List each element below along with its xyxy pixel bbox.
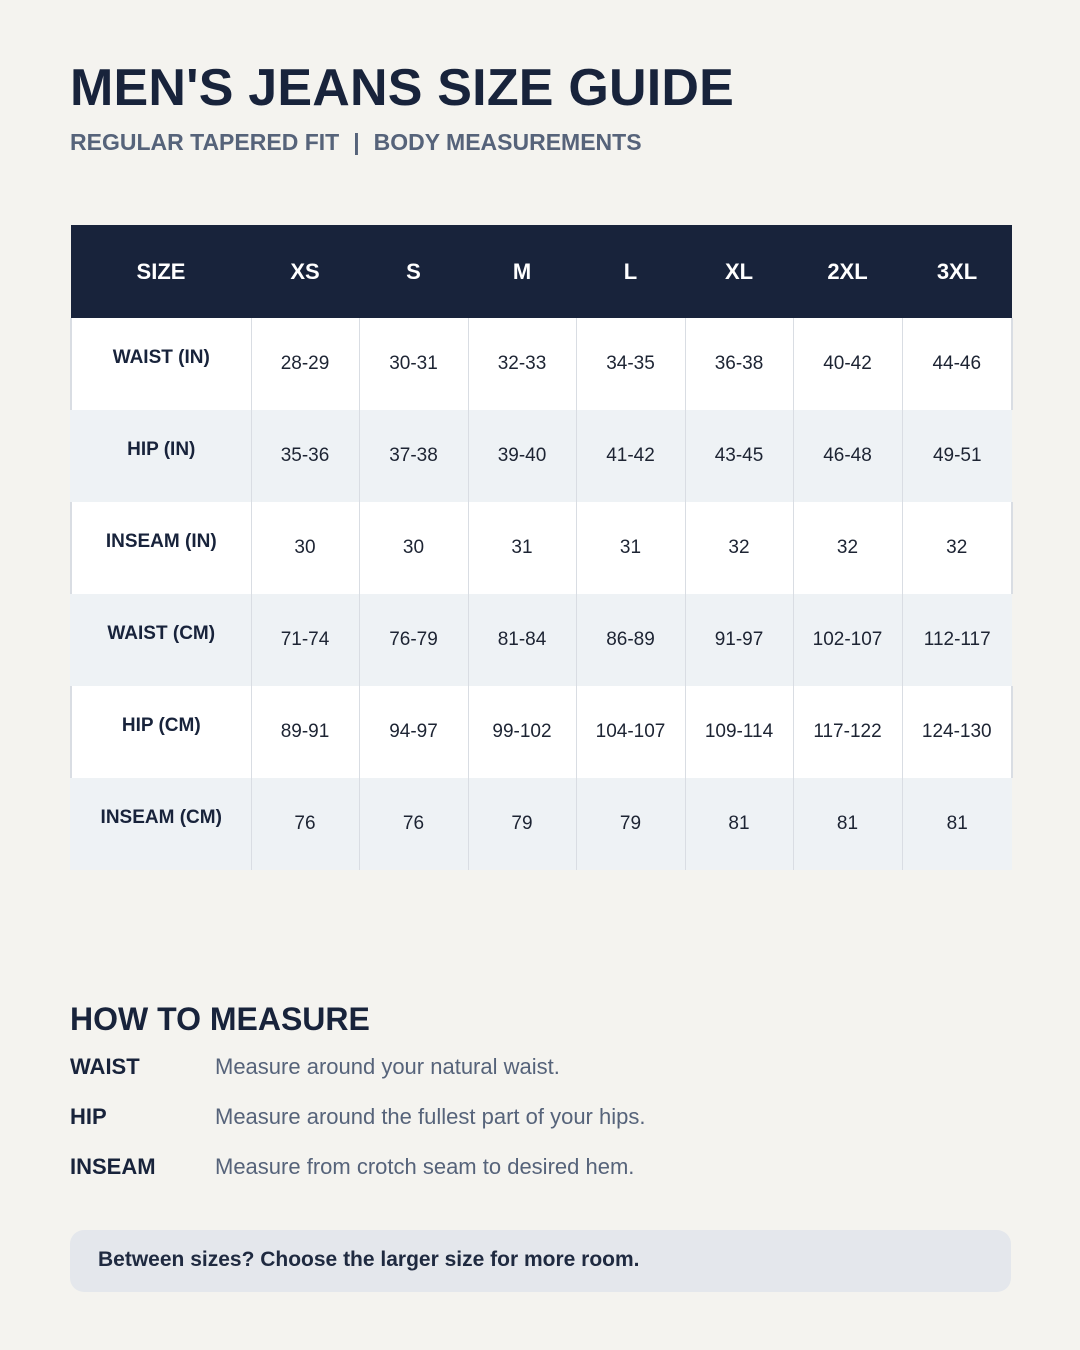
list-item — [70, 1052, 1010, 1102]
table-cell: 43-45 — [685, 410, 793, 502]
table-cell: 76 — [251, 778, 359, 870]
table-cell: 36-38 — [685, 318, 793, 410]
table-cell: 86-89 — [576, 594, 685, 686]
table-cell: 39-40 — [468, 410, 576, 502]
table-cell: 79 — [576, 778, 685, 870]
measure-description: Measure around your natural waist. — [215, 1054, 560, 1079]
measure-term: INSEAM — [70, 1154, 156, 1179]
table-cell: 35-36 — [251, 410, 359, 502]
table-cell: 37-38 — [359, 410, 468, 502]
table-cell: 49-51 — [902, 410, 1012, 502]
column-header: SIZE — [136, 258, 186, 284]
measure-term: WAIST — [70, 1054, 140, 1079]
measure-description: Measure around the fullest part of your hips. — [215, 1104, 646, 1129]
table-cell: 81 — [685, 778, 793, 870]
table-cell: 31 — [468, 502, 576, 594]
column-header: 3XL — [936, 258, 978, 284]
row-label: INSEAM (IN) — [71, 502, 251, 594]
page-subtitle — [70, 128, 642, 156]
table-cell: 124-130 — [902, 686, 1012, 778]
table-cell: 94-97 — [359, 686, 468, 778]
table-cell: 30-31 — [359, 318, 468, 410]
column-header: XL — [724, 258, 754, 284]
table-row — [71, 778, 1012, 870]
measure-term: HIP — [70, 1104, 107, 1129]
row-label: WAIST (CM) — [71, 594, 251, 686]
column-header: S — [406, 258, 421, 284]
table-cell: 44-46 — [902, 318, 1012, 410]
table-row — [71, 594, 1012, 686]
table-cell: 46-48 — [793, 410, 902, 502]
table-row — [71, 318, 1012, 410]
table-row — [71, 410, 1012, 502]
column-header: M — [512, 258, 532, 284]
column-header: XS — [290, 258, 320, 284]
size-chart-table — [70, 225, 1013, 870]
row-label: WAIST (IN) — [71, 318, 251, 410]
table-cell: 109-114 — [685, 686, 793, 778]
table-cell: 32-33 — [468, 318, 576, 410]
table-cell: 30 — [251, 502, 359, 594]
table-cell: 32 — [685, 502, 793, 594]
table-row — [71, 502, 1012, 594]
sizing-tip-text: Between sizes? Choose the larger size for more room. — [98, 1248, 640, 1271]
how-to-measure-list — [70, 1052, 1010, 1202]
table-cell: 104-107 — [576, 686, 685, 778]
table-cell: 76-79 — [359, 594, 468, 686]
table-cell: 40-42 — [793, 318, 902, 410]
table-cell: 91-97 — [685, 594, 793, 686]
subtitle-fit: REGULAR TAPERED FIT — [70, 129, 340, 155]
table-cell: 81 — [902, 778, 1012, 870]
table-header-row — [71, 225, 1012, 318]
how-to-measure-heading: HOW TO MEASURE — [70, 1001, 370, 1037]
page-title: MEN'S JEANS SIZE GUIDE — [70, 59, 734, 117]
table-cell: 30 — [359, 502, 468, 594]
table-cell: 112-117 — [902, 594, 1012, 686]
table-cell: 81 — [793, 778, 902, 870]
row-label: HIP (IN) — [71, 410, 251, 502]
table-cell: 99-102 — [468, 686, 576, 778]
row-label: INSEAM (CM) — [71, 778, 251, 870]
list-item — [70, 1152, 1010, 1202]
row-label: HIP (CM) — [71, 686, 251, 778]
table-cell: 89-91 — [251, 686, 359, 778]
table-cell: 34-35 — [576, 318, 685, 410]
subtitle-separator: | — [353, 129, 360, 155]
column-header: 2XL — [827, 258, 868, 284]
table-cell: 32 — [902, 502, 1012, 594]
table-cell: 28-29 — [251, 318, 359, 410]
table-cell: 31 — [576, 502, 685, 594]
subtitle-measurement-type: BODY MEASUREMENTS — [373, 129, 642, 155]
table-cell: 32 — [793, 502, 902, 594]
table-cell: 79 — [468, 778, 576, 870]
sizing-tip-box — [70, 1230, 1011, 1292]
table-cell: 117-122 — [793, 686, 902, 778]
measure-description: Measure from crotch seam to desired hem. — [215, 1154, 635, 1179]
list-item — [70, 1102, 1010, 1152]
table-row — [71, 686, 1012, 778]
table-cell: 76 — [359, 778, 468, 870]
column-header: L — [623, 258, 638, 284]
table-cell: 102-107 — [793, 594, 902, 686]
table-cell: 41-42 — [576, 410, 685, 502]
table-cell: 71-74 — [251, 594, 359, 686]
table-cell: 81-84 — [468, 594, 576, 686]
